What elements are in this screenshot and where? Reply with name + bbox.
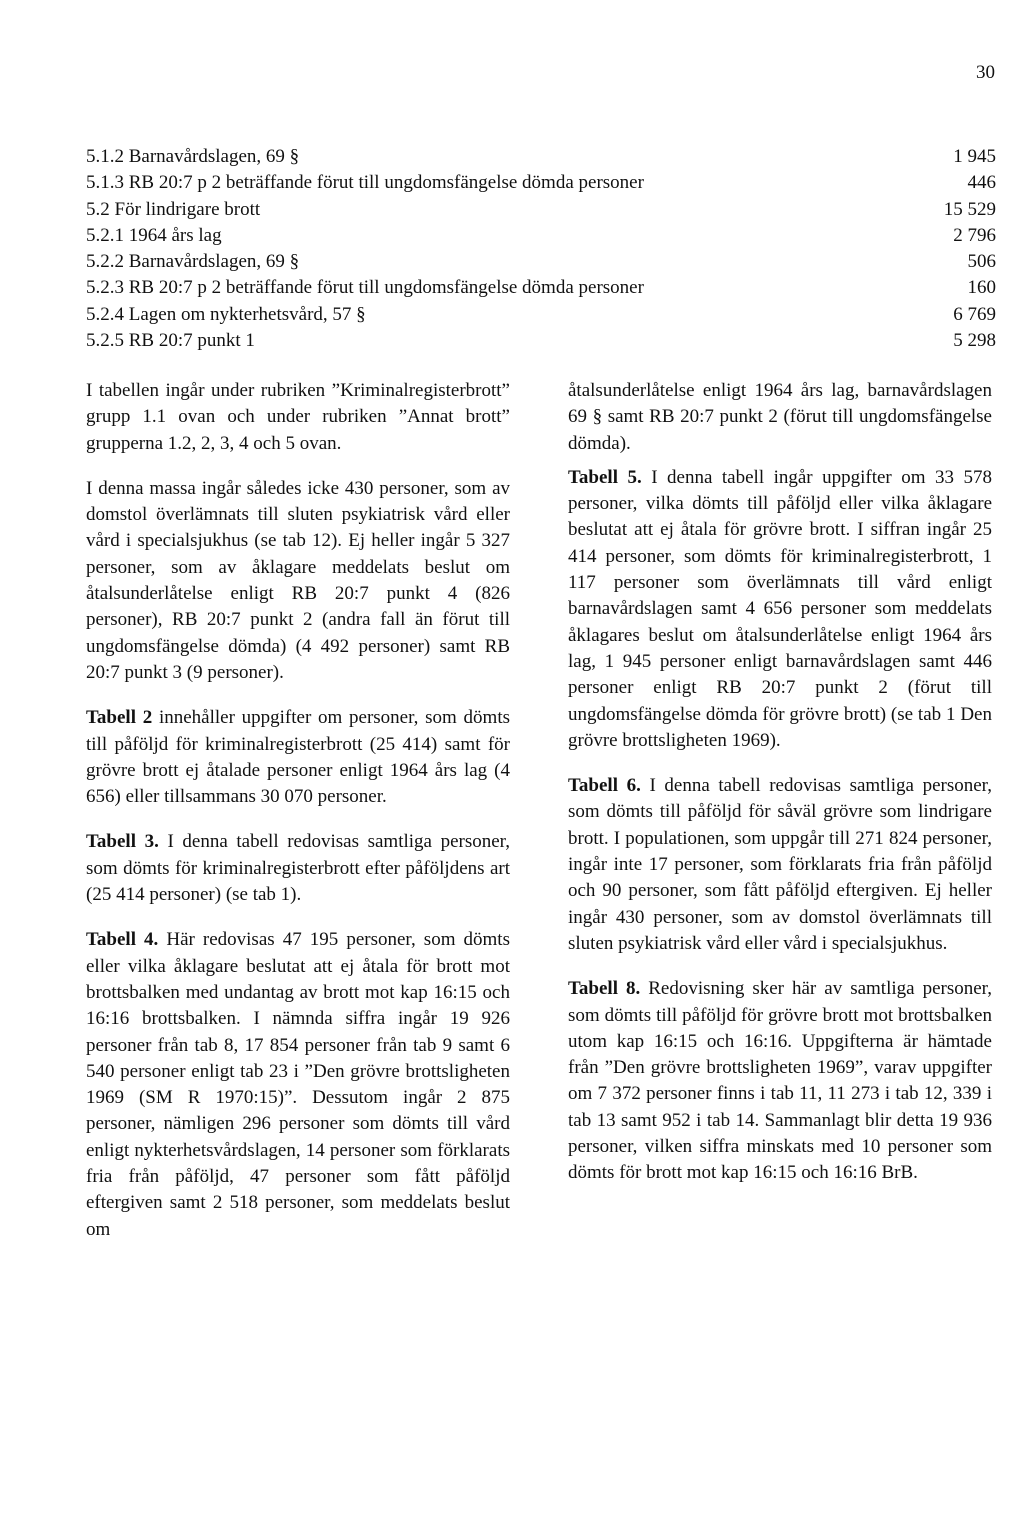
- list-item: [86, 328, 996, 354]
- list-item-count: 160: [967, 277, 996, 299]
- paragraph-tabell-8: [568, 976, 992, 1186]
- list-item-count: 2 796: [953, 224, 996, 246]
- paragraph-tabell-3: [86, 829, 510, 908]
- list-item-label: 5.2.4 Lagen om nykterhetsvård, 57 §: [86, 303, 366, 325]
- list-item: [86, 197, 996, 223]
- list-item-count: 1 945: [953, 146, 996, 167]
- page-number: 30: [976, 62, 995, 83]
- paragraph-tabell-6: [568, 773, 992, 957]
- paragraph-text: Redovisning sker här av samtliga personer, som dömts till påföljd för grövre brott mot brottsbalken utom kap 16:15 och 16:16. Uppgifterna är hämtade från ”Den grövre brottsligheten 1969”, varav uppgifter om 7 372 personer finns i tab 11, 11 273 i tab 12, 339 i tab 13 samt 952 i tab 14. Sammanlagt blir detta 19 936 personer, vilken siffra minskats med 10 personer som dömts för brott mot kap 16:15 och 16:16 BrB.: [568, 978, 992, 1184]
- paragraph-heading: Tabell 3.: [86, 831, 159, 853]
- list-item-count: 15 529: [943, 198, 996, 220]
- list-item-label: 5.2.3 RB 20:7 p 2 beträffande förut till ungdomsfängelse dömda personer: [86, 277, 644, 299]
- paragraph-text: I denna tabell ingår uppgifter om 33 578 personer, vilka dömts till påföljd eller vilka åklagare beslutat att ej åtala för grövre brott. I siffran ingår 25 414 personer, som dömts för kriminalregisterbrott, 1 117 personer som överlämnats till vård enligt barnavårdslagen samt 4 656 personer som meddelats åklagares beslut om åtalsunderlåtelse enligt 1964 års lag, 1 945 personer enligt barnavårdslagen samt 446 personer enligt RB 20:7 punkt 2 (förut till ungdomsfängelse dömda för grövre brott) (se tab 1 Den grövre brottsligheten 1969).: [568, 466, 992, 751]
- paragraph-tabell-5: [568, 465, 992, 754]
- paragraph-text: Här redovisas 47 195 personer, som dömts eller vilka åklagare beslutat att ej åtala för brott mot brottsbalken med undantag av brott mot kap 16:15 och 16:16 brottsbalken. I nämnda siffra ingår 19 926 personer från tab 8, 17 854 personer från tab 9 samt 6 540 personer enligt tab 23 i ”Den grövre brottsligheten 1969 (SM R 1970:15)”. Dessutom ingår 2 875 personer, nämligen 296 personer som dömts till vård enligt nykterhetsvårdslagen, 14 personer som förklarats fria från påföljd, 47 personer som fått påföljd eftergiven samt 2 518 personer, som meddelats beslut om: [86, 929, 510, 1240]
- paragraph-heading: Tabell 6.: [568, 775, 641, 797]
- paragraph-text: I denna tabell redovisas samtliga personer, som dömts för kriminalregisterbrott efter påföljdens art (25 414 personer) (se tab 1).: [86, 831, 510, 906]
- paragraph-continuation: åtalsunderlåtelse enligt 1964 års lag, barnavårdslagen 69 § samt RB 20:7 punkt 2 (förut till ungdomsfängelse dömda).: [568, 380, 992, 454]
- paragraph-heading: Tabell 8.: [568, 978, 641, 1000]
- left-column: [86, 378, 510, 1262]
- list-item: [86, 275, 996, 301]
- contents-list: [86, 144, 996, 354]
- list-item-count: 6 769: [953, 303, 996, 325]
- list-item-label: 5.2.2 Barnavårdslagen, 69 §: [86, 251, 300, 273]
- right-column: [568, 378, 992, 1206]
- paragraph-tabell-4: [86, 927, 510, 1243]
- list-item: [86, 223, 996, 249]
- paragraph-text: innehåller uppgifter om personer, som dömts till påföljd för kriminalregisterbrott (25 414) samt för grövre brott ej åtalade personer enligt 1964 års lag (4 656) eller tillsammans 30 070 personer.: [86, 707, 510, 808]
- list-item-count: 446: [967, 172, 996, 194]
- list-item: [86, 144, 996, 170]
- list-item-label: 5.2 För lindrigare brott: [86, 198, 261, 220]
- paragraph-heading: Tabell 4.: [86, 929, 159, 951]
- list-item-label: 5.2.5 RB 20:7 punkt 1: [86, 330, 255, 352]
- list-item-count: 506: [967, 251, 996, 273]
- paragraph-heading: Tabell 5.: [568, 466, 642, 488]
- paragraph-heading: Tabell 2: [86, 707, 153, 729]
- list-item-count: 5 298: [953, 330, 996, 352]
- paragraph-text: I denna tabell redovisas samtliga personer, som dömts till påföljd för såväl grövre som lindrigare brott. I populationen, som uppgår till 271 824 personer, ingår inte 17 personer, som förklarats fria från påföljd och 90 personer, som fått påföljd eftergiven. Ej heller ingår 430 personer, som av domstol överlämnats till sluten psykiatrisk vård eller vård i specialsjukhus.: [568, 775, 992, 954]
- paragraph-tabell-2: [86, 705, 510, 810]
- list-item-label: 5.1.3 RB 20:7 p 2 beträffande förut till ungdomsfängelse dömda personer: [86, 172, 644, 194]
- list-item-label: 5.1.2 Barnavårdslagen, 69 §: [86, 146, 300, 167]
- paragraph-table-contents: I tabellen ingår under rubriken ”Kriminalregisterbrott” grupp 1.1 ovan och under rubriken ”Annat brott” grupperna 1.2, 2, 3, 4 och 5 ovan.: [86, 380, 510, 454]
- list-item-label: 5.2.1 1964 års lag: [86, 224, 222, 246]
- list-item: [86, 170, 996, 196]
- list-item: [86, 249, 996, 275]
- paragraph-exclusions: I denna massa ingår således icke 430 personer, som av domstol överlämnats till sluten psykiatrisk vård eller vård i specialsjukhus (se tab 12). Ej heller ingår 5 327 personer, som av åklagare meddelats beslut om åtalsunderlåtelse enligt RB 20:7 punkt 4 (826 personer), RB 20:7 punkt 2 (andra fall än förut till ungdomsfängelse dömda) (4 492 personer) samt RB 20:7 punkt 3 (9 personer).: [86, 477, 510, 683]
- list-item: [86, 302, 996, 328]
